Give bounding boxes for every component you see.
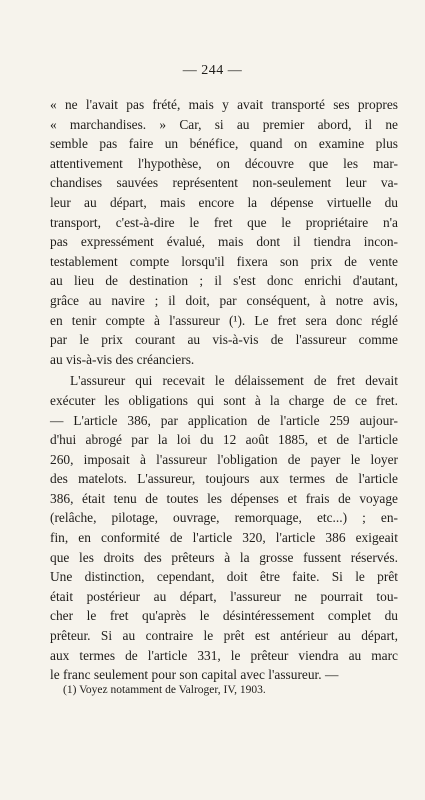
text-line: testablement compte lorsqu'il fixera son prix de vente (50, 253, 398, 269)
text-line: des matelots. L'assureur, toujours aux termes de l'article (50, 471, 398, 487)
text-line: au lieu de destination ; il s'est donc enrichi d'autant, (50, 273, 398, 289)
text-line: « ne l'avait pas frété, mais y avait transporté ses propres (50, 97, 398, 112)
text-line: grâce au navire ; il doit, par conséquent, à notre avis, (50, 292, 398, 308)
text-line: que les droits des prêteurs à la grosse fussent réservés. (50, 549, 398, 565)
text-line: leur au départ, mais encore la dépense virtuelle du (50, 194, 398, 210)
text-line: transport, c'est-à-dire le fret que le propriétaire n'a (50, 214, 398, 230)
text-line: Une distinction, cependant, doit être faite. Si le prêt (50, 569, 398, 585)
text-line: 386, était tenu de toutes les dépenses et frais de voyage (50, 490, 398, 506)
text-line: — L'article 386, par application de l'article 259 aujour- (50, 412, 398, 428)
paragraph-1 (50, 95, 398, 369)
text-line: au vis-à-vis des créanciers. (50, 351, 195, 367)
text-line: était postérieur au départ, l'assureur ne pourrait tou- (50, 588, 398, 604)
text-line: chandises sauvées représentent non-seulement leur va- (50, 175, 398, 191)
text-line: en tenir compte à l'assureur (¹). Le fret sera donc réglé (50, 312, 398, 328)
text-line: d'hui abrogé par la loi du 12 août 1885, et de l'article (50, 432, 398, 448)
text-line: fin, en conformité de l'article 320, l'article 386 exigeait (50, 530, 398, 546)
page-number: — 244 — (182, 63, 243, 78)
text-line: pas expressément évalué, mais dont il tiendra incon- (50, 234, 398, 250)
body-text (50, 95, 398, 685)
text-line: « marchandises. » Car, si au premier abord, il ne (50, 116, 398, 132)
text-line: aux termes de l'article 331, le prêteur viendra au marc (50, 647, 398, 663)
text-line: le franc seulement pour son capital avec l'assureur. — (50, 667, 339, 683)
text-line: par le prix courant au vis-à-vis de l'assureur comme (50, 332, 398, 348)
footnote: (1) Voyez notamment de Valroger, IV, 1903. (63, 684, 266, 696)
text-line: prêteur. Si au contraire le prêt est antérieur au départ, (50, 628, 398, 644)
text-line: cher le fret qu'après le désintéressement complet du (50, 608, 398, 624)
text-line: 260, imposait à l'assureur l'obligation de payer le loyer (50, 451, 398, 467)
text-line: exécuter les obligations qui sont à la charge de ce fret. (50, 392, 398, 408)
text-line: semble pas faire un bénéfice, quand on examine plus (50, 136, 398, 152)
text-line: (relâche, pilotage, ouvrage, remorquage, etc...) ; en- (50, 510, 398, 526)
paragraph-2 (50, 371, 398, 685)
text-line: L'assureur qui recevait le délaissement de fret devait (70, 373, 398, 389)
text-line: attentivement l'hypothèse, on découvre que les mar- (50, 155, 398, 171)
